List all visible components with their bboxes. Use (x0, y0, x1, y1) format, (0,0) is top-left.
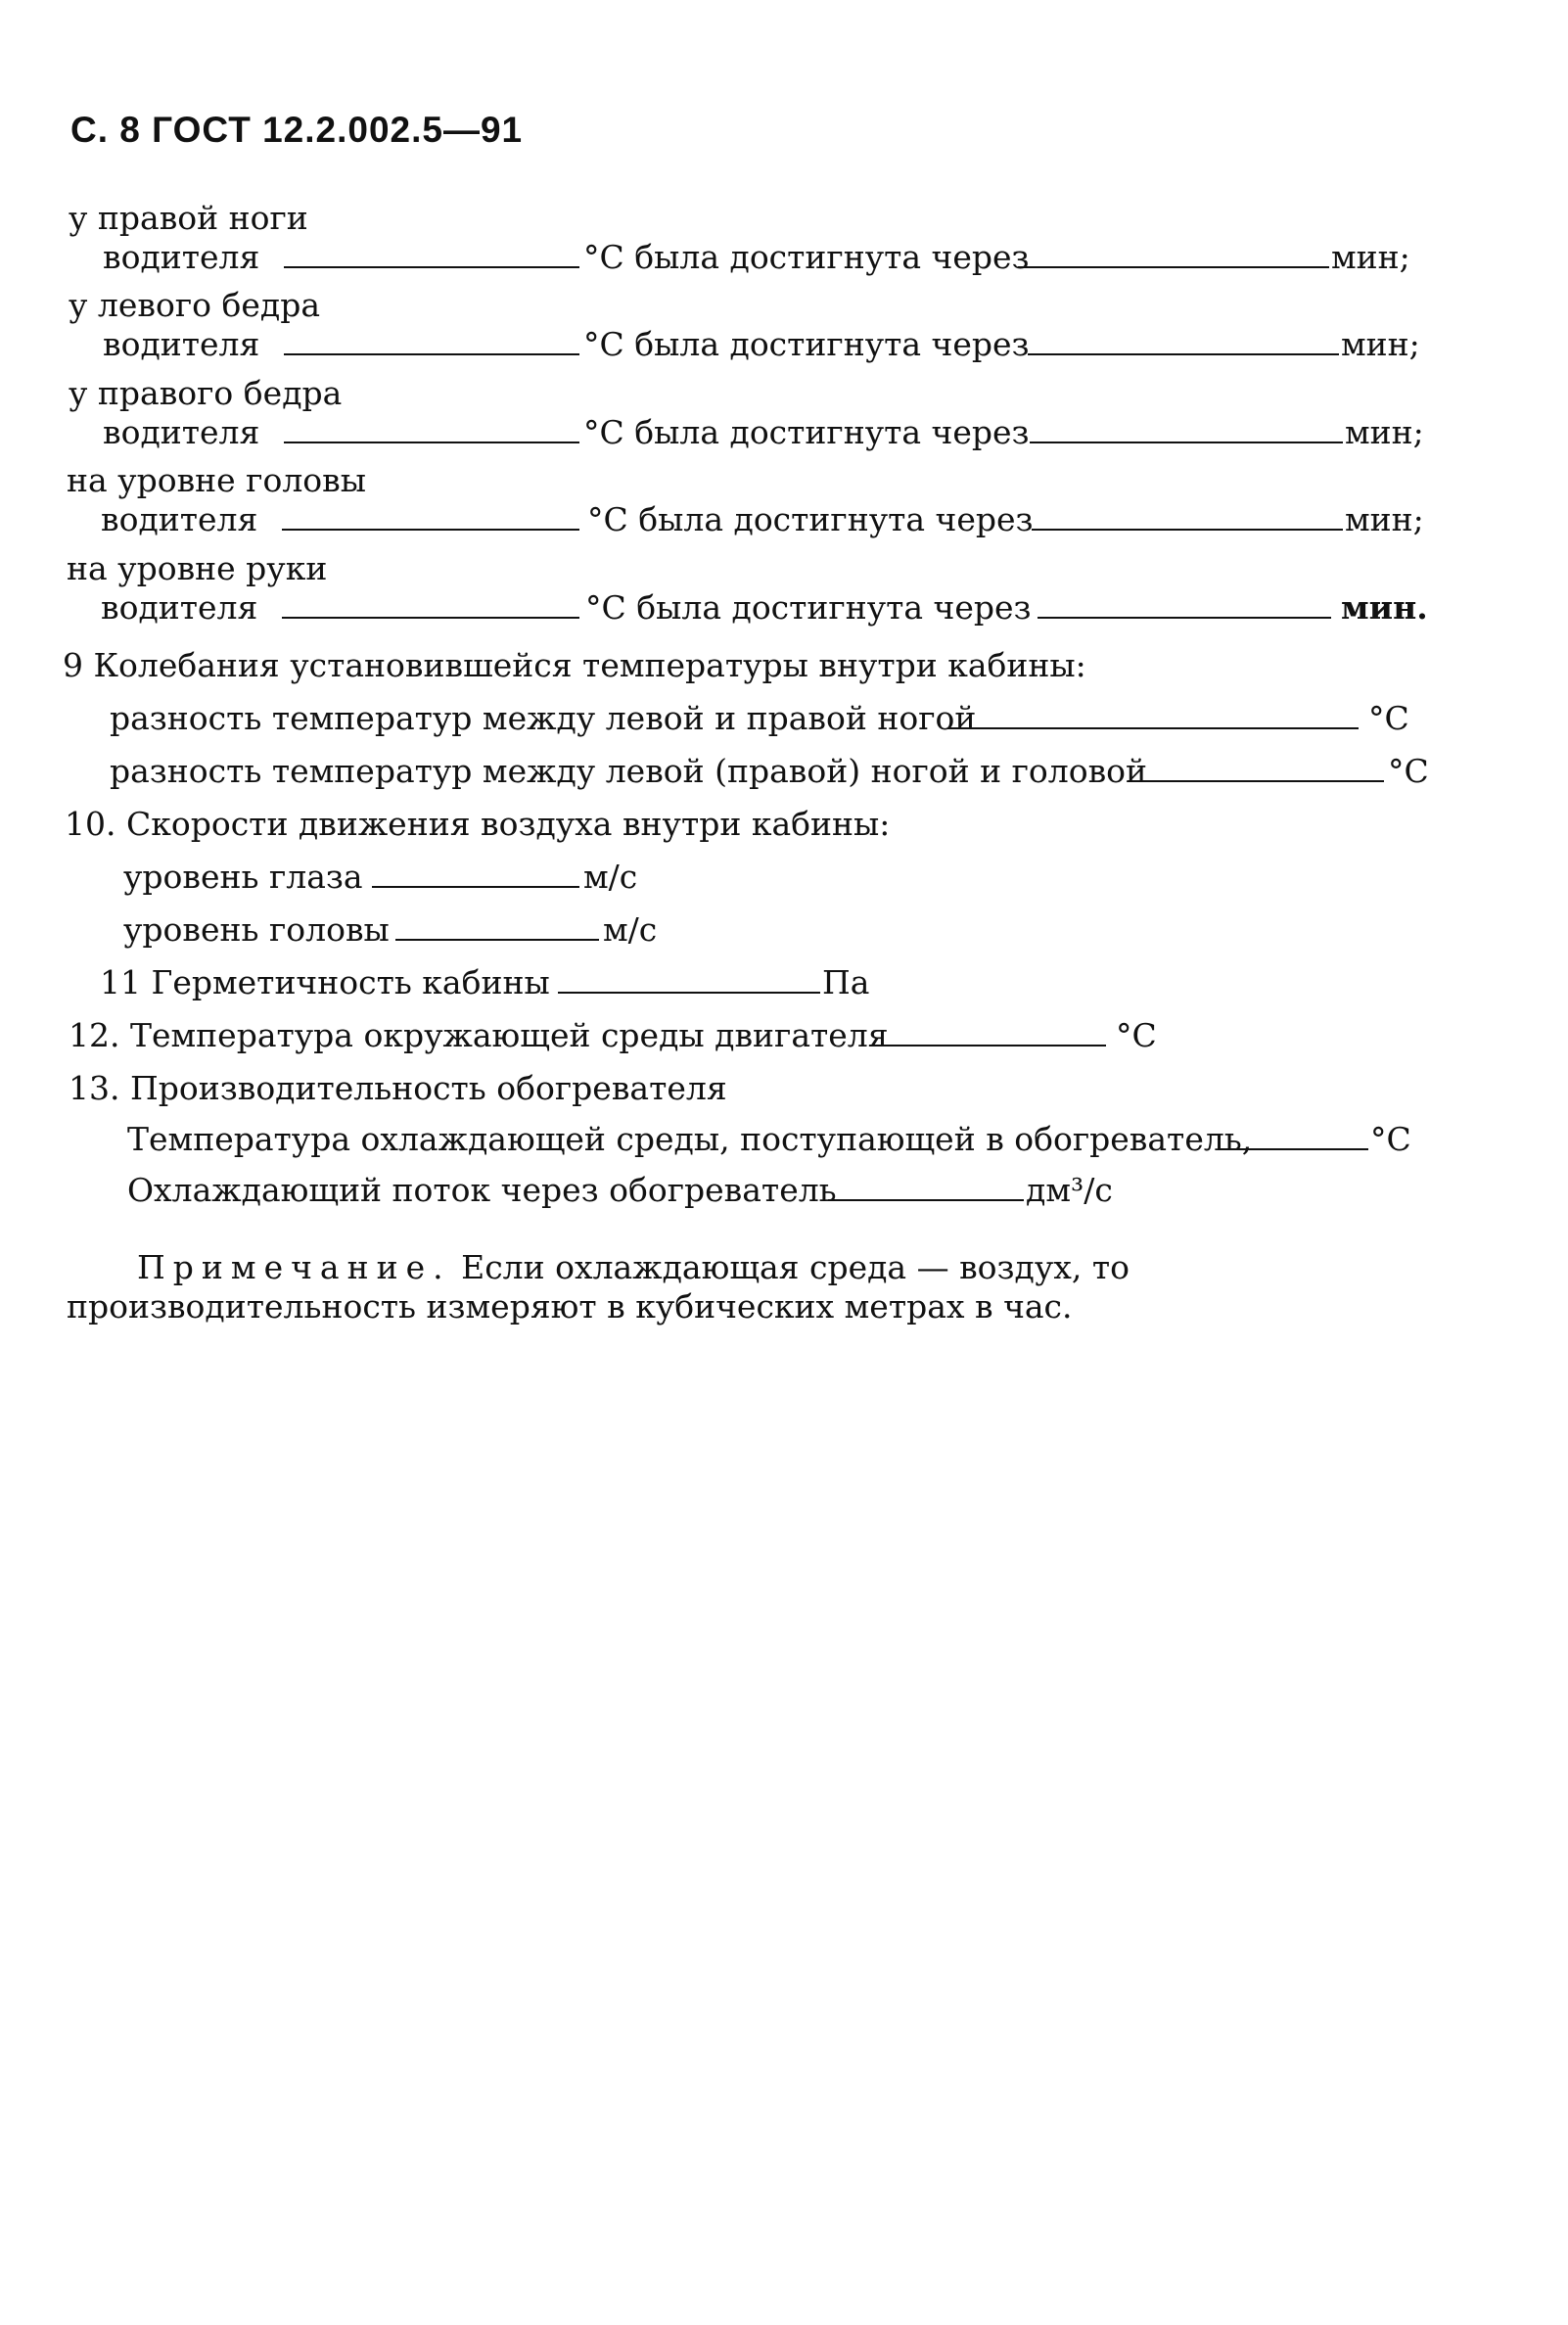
item-13-title: 13. Производительность обогревателя (69, 1069, 727, 1107)
air-speed-head-blank[interactable] (395, 939, 599, 941)
item-13-flow-unit: дм³/с (1026, 1171, 1113, 1209)
measurement-part: на уровне головы (67, 461, 366, 499)
measurement-end: мин; (1331, 238, 1410, 276)
item-11-unit: Па (822, 963, 870, 1001)
measurement-end: мин. (1341, 588, 1428, 627)
measurement-part: у правой ноги (69, 199, 308, 237)
temperature-blank[interactable] (284, 266, 579, 268)
coolant-temperature-blank[interactable] (1218, 1148, 1368, 1150)
measurement-part: у правого бедра (69, 374, 343, 412)
measurement-end: мин; (1345, 500, 1424, 538)
note (67, 1248, 1437, 1326)
item-9-line-2-unit: °С (1388, 752, 1429, 790)
air-speed-eye-blank[interactable] (372, 886, 579, 888)
item-10-head: уровень головы (123, 910, 390, 949)
temperature-difference-blank[interactable] (1128, 780, 1384, 782)
time-blank[interactable] (1038, 617, 1331, 619)
measurement-unit: °С была достигнута через (587, 500, 1034, 538)
item-10-eye: уровень глаза (123, 858, 363, 896)
item-11-label: 11 Герметичность кабины (100, 963, 550, 1001)
temperature-blank[interactable] (282, 529, 579, 531)
time-blank[interactable] (1030, 442, 1343, 443)
measurement-unit: °С была достигнута через (583, 325, 1030, 363)
cabin-sealing-blank[interactable] (558, 992, 820, 994)
measurement-subject: водителя (103, 413, 260, 451)
item-10-title: 10. Скорости движения воздуха внутри кабины: (65, 805, 891, 843)
item-9-title: 9 Колебания установившейся температуры внутри кабины: (63, 646, 1086, 684)
engine-ambient-temperature-blank[interactable] (869, 1045, 1106, 1046)
temperature-blank[interactable] (284, 442, 579, 443)
measurement-unit: °С была достигнута через (583, 238, 1030, 276)
item-9-line-1-unit: °С (1368, 699, 1409, 737)
measurement-end: мин; (1341, 325, 1420, 363)
item-12-label: 12. Температура окружающей среды двигателя (69, 1016, 889, 1054)
page-header: С. 8 ГОСТ 12.2.002.5—91 (70, 110, 524, 150)
measurement-end: мин; (1345, 413, 1424, 451)
item-10-head-unit: м/с (603, 910, 658, 949)
time-blank[interactable] (1018, 266, 1329, 268)
item-13-temp-unit: °С (1370, 1120, 1411, 1158)
measurement-part: у левого бедра (69, 286, 321, 324)
time-blank[interactable] (1028, 353, 1339, 355)
measurement-subject: водителя (103, 238, 260, 276)
measurement-subject: водителя (101, 588, 258, 627)
temperature-blank[interactable] (284, 353, 579, 355)
note-text: Если охлаждающая среда — воздух, то производительность измеряют в кубических метрах в час. (67, 1248, 1130, 1325)
measurement-unit: °С была достигнута через (585, 588, 1032, 627)
item-12-unit: °С (1116, 1016, 1157, 1054)
item-9-line-1: разность температур между левой и правой ногой (110, 699, 977, 737)
item-9-line-2: разность температур между левой (правой) ногой и головой (110, 752, 1148, 790)
item-10-eye-unit: м/с (583, 858, 638, 896)
time-blank[interactable] (1032, 529, 1343, 531)
temperature-difference-blank[interactable] (947, 727, 1359, 729)
measurement-subject: водителя (101, 500, 258, 538)
note-label: Примечание. (137, 1248, 451, 1286)
coolant-flow-blank[interactable] (828, 1199, 1024, 1201)
temperature-blank[interactable] (282, 617, 579, 619)
item-13-flow: Охлаждающий поток через обогреватель (127, 1171, 837, 1209)
measurement-unit: °С была достигнута через (583, 413, 1030, 451)
measurement-subject: водителя (103, 325, 260, 363)
item-13-temp: Температура охлаждающей среды, поступающей в обогреватель, (127, 1120, 1253, 1158)
measurement-part: на уровне руки (67, 549, 328, 587)
